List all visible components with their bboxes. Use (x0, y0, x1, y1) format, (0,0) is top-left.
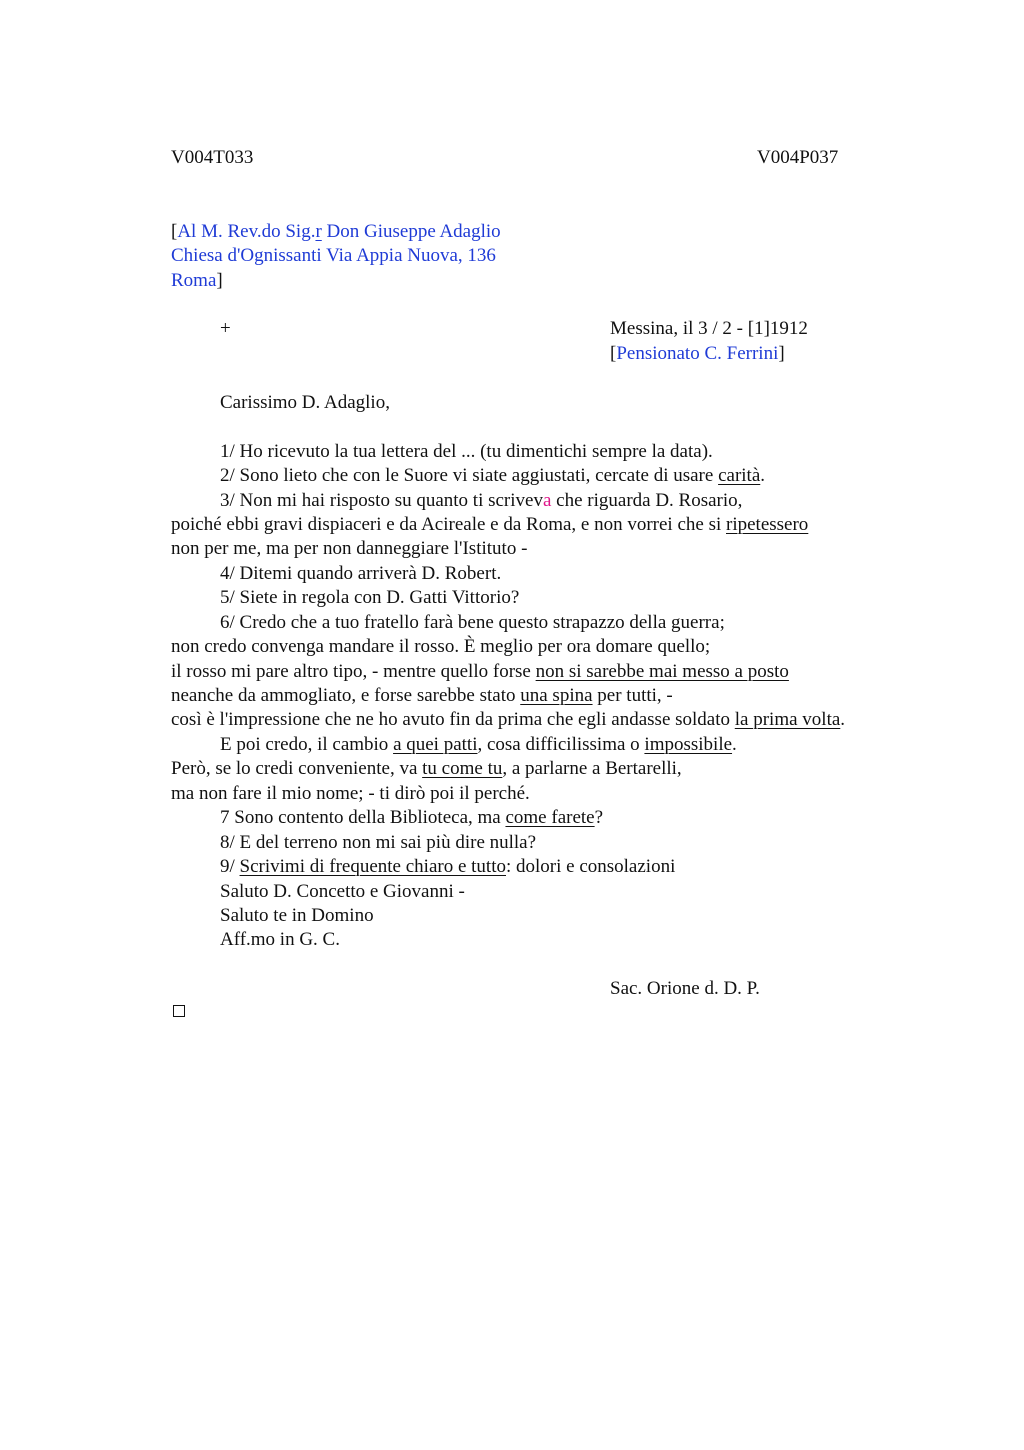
bracket-close: ] (216, 270, 223, 291)
text: ? (594, 807, 604, 828)
point-6-line-2: non credo convenga mandare il rosso. È meglio per ora domare quello; (171, 636, 711, 657)
bracket-close: ] (778, 343, 785, 364)
underlined-text: come farete (505, 807, 595, 828)
underlined-text: non si sarebbe mai messo a posto (535, 661, 789, 682)
bracket-open: [ (171, 221, 178, 242)
address-line-3 (171, 269, 223, 293)
underlined-text: tu come tu (422, 758, 503, 779)
point-5: 5/ Siete in regola con D. Gatti Vittorio? (220, 587, 520, 608)
address-line-1 (171, 220, 501, 244)
correction-mark: a (542, 490, 552, 511)
underlined-text: Scrivimi di frequente chiaro e tutto (239, 856, 506, 877)
salutation: Carissimo D. Adaglio, (220, 392, 390, 413)
underlined-text: una spina (520, 685, 593, 706)
place-name: Pensionato C. Ferrini (616, 343, 779, 364)
text: neanche da ammogliato, e forse sarebbe stato (171, 685, 521, 706)
underlined-text: a quei patti (393, 734, 478, 755)
bracket-open: [ (610, 343, 617, 364)
point-7 (220, 806, 603, 830)
address-recipient: Al M. Rev.do Sig. (177, 221, 316, 242)
text: Però, se lo credi conveniente, va (171, 758, 423, 779)
letter-place (610, 342, 785, 366)
address-city: Roma (171, 270, 217, 291)
point-6-line-6 (220, 733, 737, 757)
cross-symbol: + (220, 318, 231, 339)
text: 3/ Non mi hai risposto su quanto ti scrivev (220, 490, 543, 511)
text: 9/ (220, 856, 240, 877)
closing-greeting-3: Aff.mo in G. C. (220, 929, 340, 950)
text: 7 Sono contento della Biblioteca, ma (220, 807, 506, 828)
text: : dolori e consolazioni (505, 856, 676, 877)
point-3-line-3: non per me, ma per non danneggiare l'Istituto - (171, 538, 528, 559)
document-code-left: V004T033 (171, 147, 254, 168)
closing-greeting-2: Saluto te in Domino (220, 905, 374, 926)
signature: Sac. Orione d. D. P. (610, 978, 760, 999)
text: poiché ebbi gravi dispiaceri e da Acireale e da Roma, e non vorrei che si (171, 514, 726, 535)
text: il rosso mi pare altro tipo, - mentre quello forse (171, 661, 536, 682)
point-6-line-4 (171, 684, 673, 708)
text: per tutti, - (592, 685, 673, 706)
text: 2/ Sono lieto che con le Suore vi siate aggiustati, cercate di usare (220, 465, 719, 486)
point-9 (220, 855, 675, 879)
text: . (840, 709, 846, 730)
point-2 (220, 464, 765, 488)
point-4: 4/ Ditemi quando arriverà D. Robert. (220, 563, 502, 584)
point-6-line-7 (171, 757, 682, 781)
point-6-line-5 (171, 708, 845, 732)
text: , a parlarne a Bertarelli, (502, 758, 682, 779)
document-code-right: V004P037 (757, 147, 839, 168)
underlined-text: impossibile (644, 734, 733, 755)
point-3-line-2 (171, 513, 808, 537)
point-6-line-8: ma non fare il mio nome; - ti dirò poi il perché. (171, 783, 530, 804)
text: che riguarda D. Rosario, (551, 490, 743, 511)
closing-greeting-1: Saluto D. Concetto e Giovanni - (220, 881, 465, 902)
text: , cosa difficilissima o (477, 734, 645, 755)
address-recipient-name: Don Giuseppe Adaglio (321, 221, 501, 242)
underlined-text: carità (718, 465, 761, 486)
text: così è l'impressione che ne ho avuto fin da prima che egli andasse soldato (171, 709, 735, 730)
text: E poi credo, il cambio (220, 734, 394, 755)
underlined-text: la prima volta (734, 709, 841, 730)
address-superscript: r (315, 221, 322, 242)
point-6: 6/ Credo che a tuo fratello farà bene questo strapazzo della guerra; (220, 612, 725, 633)
square-marker-icon (173, 1005, 185, 1017)
point-1: 1/ Ho ricevuto la tua lettera del ... (tu dimentichi sempre la data). (220, 441, 713, 462)
point-6-line-3 (171, 660, 789, 684)
letter-date: Messina, il 3 / 2 - [1]1912 (610, 318, 808, 339)
point-3 (220, 489, 742, 513)
address-line-2: Chiesa d'Ognissanti Via Appia Nuova, 136 (171, 245, 496, 266)
text: . (732, 734, 737, 755)
underlined-text: ripetessero (726, 514, 809, 535)
point-8: 8/ E del terreno non mi sai più dire nulla? (220, 832, 537, 853)
text: . (760, 465, 766, 486)
